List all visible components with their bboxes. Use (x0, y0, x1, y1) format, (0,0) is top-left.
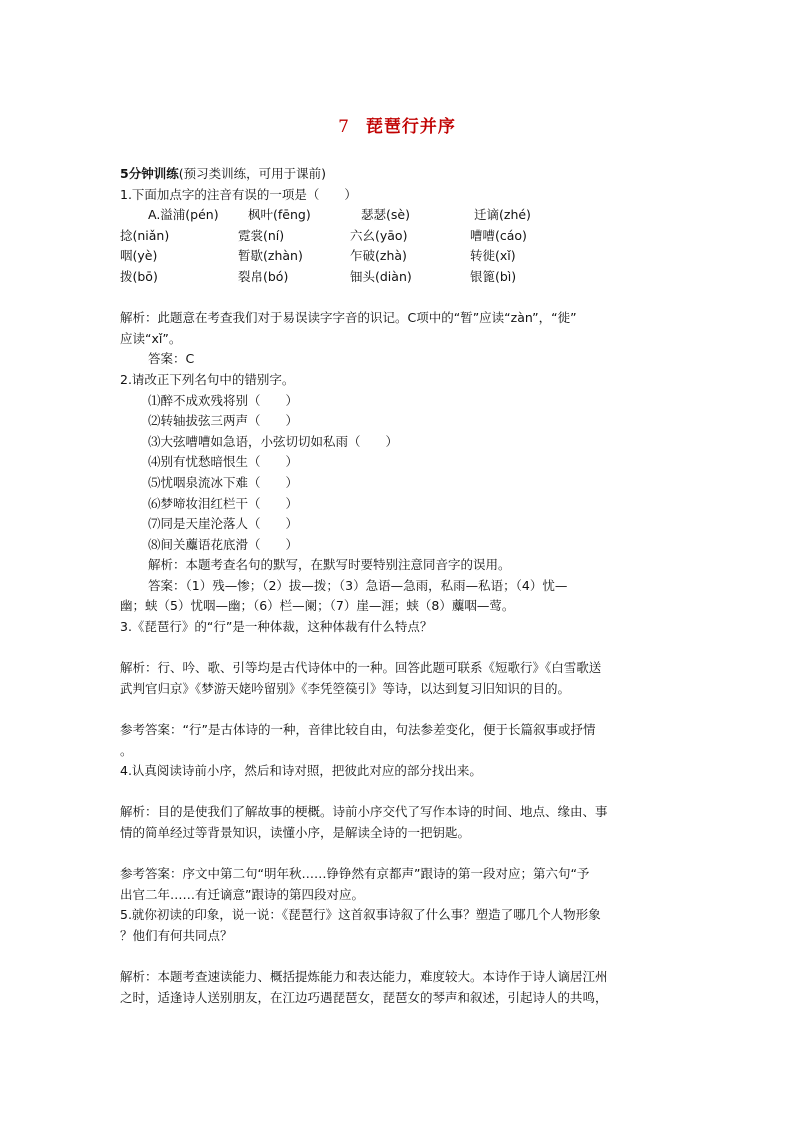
q5-analysis-line-1: 解析：本题考查速读能力、概括提炼能力和表达能力，难度较大。本诗作于诗人谪居江州 (120, 969, 608, 985)
section-header-bold: 5分钟训练 (120, 166, 179, 181)
q1-option: 霓裳(ní) (238, 227, 285, 243)
q4-answer-line-2: 出官二年……有迁谪意”跟诗的第四段对应。 (120, 886, 364, 902)
q4-analysis-line-1: 解析：目的是使我们了解故事的梗概。诗前小序交代了写作本诗的时间、地点、缘由、事 (120, 804, 608, 820)
q1-option: 暂歇(zhàn) (238, 248, 303, 264)
q4-answer-line-1: 参考答案：序文中第二句“明年秋……铮铮然有京都声”跟诗的第一段对应；第六句“予 (120, 866, 590, 882)
q1-option: 银篦(bì) (470, 268, 517, 284)
q5-stem-line-1: 5.就你初读的印象，说一说：《琵琶行》这首叙事诗叙了什么事？塑造了哪几个人物形象 (120, 907, 601, 923)
q1-option: 乍破(zhà) (350, 248, 407, 264)
q1-analysis-line-1: 解析：此题意在考查我们对于易误读字字音的识记。C项中的“暂”应读“zàn”，“徙” (120, 310, 577, 326)
q2-stem: 2.请改正下列名句中的错别字。 (120, 371, 295, 387)
spacer (120, 844, 680, 865)
page-title (0, 112, 794, 137)
q2-item: ⑶大弦嘈嘈如急语，小弦切切如私雨（ ） (148, 433, 399, 449)
q2-item: ⑻间关蘪语花底滑（ ） (148, 536, 299, 552)
q2-item: ⑴醉不成欢残将别（ ） (148, 392, 299, 408)
q2-answer-line-1: 答案：（1）残—惨；（2）拔—拨；（3）急语—急雨，私雨—私语；（4）忧— (148, 577, 568, 593)
q3-analysis-line-2: 武判官归京》《梦游天姥吟留别》《李凭箜篌引》等诗，以达到复习旧知识的目的。 (120, 680, 571, 696)
q1-option: 六幺(yāo) (350, 227, 408, 243)
spacer (120, 638, 680, 659)
section-header-rest: (预习类训练，可用于课前) (178, 166, 326, 181)
q2-item: ⑹梦啼妆泪红栏干（ ） (148, 495, 299, 511)
q2-answer-line-2: 幽；蛱（5）忧咽—幽；（6）栏—阑；（7）崖—涯；蛱（8）蘪咽—莺。 (120, 598, 515, 614)
q1-options-row-a (120, 205, 680, 226)
q1-option: 瑟瑟(sè) (361, 207, 410, 223)
q1-option: 裂帛(bó) (238, 268, 289, 284)
q1-option: 钿头(diàn) (350, 268, 412, 284)
q2-item: ⑵转轴拔弦三两声（ ） (148, 413, 299, 429)
q1-stem: 1.下面加点字的注音有误的一项是（ ） (120, 186, 357, 202)
q1-option: 迁谪(zhé) (474, 207, 531, 223)
spacer (120, 699, 680, 720)
q1-options-row-d (120, 267, 680, 288)
spacer (120, 288, 680, 309)
q1-option: 枫叶(fēng) (248, 207, 311, 223)
q3-stem: 3.《琵琶行》的“行”是一种体裁，这种体裁有什么特点？ (120, 619, 433, 635)
lesson-title: 琵琶行并序 (365, 117, 456, 137)
document-body (120, 164, 680, 1008)
spacer (120, 782, 680, 803)
q3-answer-tail: 。 (120, 742, 133, 758)
q4-stem: 4.认真阅读诗前小序，然后和诗对照，把彼此对应的部分找出来。 (120, 763, 482, 779)
q1-option: 咽(yè) (120, 248, 158, 264)
q1-option: 嘈嘈(cáo) (470, 227, 527, 243)
q2-item: ⑺同是天崖沦落人（ ） (148, 516, 299, 532)
q5-analysis-line-2: 之时，适逢诗人送别朋友，在江边巧遇琵琶女，琵琶女的琴声和叙述，引起诗人的共鸣， (120, 989, 608, 1005)
q2-item: ⑷别有忧愁暗恨生（ ） (148, 454, 299, 470)
q1-option: A.溢浦(pén) (148, 207, 219, 223)
q1-option: 转徙(xǐ) (470, 248, 516, 264)
q1-answer: 答案：C (148, 351, 195, 367)
q4-analysis-line-2: 情的简单经过等背景知识，读懂小序，是解读全诗的一把钥匙。 (120, 825, 471, 840)
q5-stem-line-2: ？他们有何共同点？ (120, 927, 233, 943)
q1-options-row-c (120, 246, 680, 267)
q1-option: 拨(bō) (120, 268, 158, 284)
q1-options-row-b (120, 226, 680, 247)
q3-answer: 参考答案：“行”是古体诗的一种，音律比较自由，句法参差变化，便于长篇叙事或抒情 (120, 722, 596, 738)
lesson-number: 7 (338, 117, 350, 137)
spacer (120, 947, 680, 968)
q3-analysis-line-1: 解析：行、吟、歌、引等均是古代诗体中的一种。回答此题可联系《短歌行》《白雪歌送 (120, 660, 602, 676)
section-header (120, 164, 680, 185)
q1-analysis-line-2: 应读“xǐ”。 (120, 330, 182, 346)
q2-item: ⑸忧咽泉流冰下难（ ） (148, 474, 299, 490)
q2-analysis: 解析：本题考查名句的默写，在默写时要特别注意同音字的误用。 (148, 557, 511, 573)
q1-option: 捻(niǎn) (120, 227, 170, 243)
